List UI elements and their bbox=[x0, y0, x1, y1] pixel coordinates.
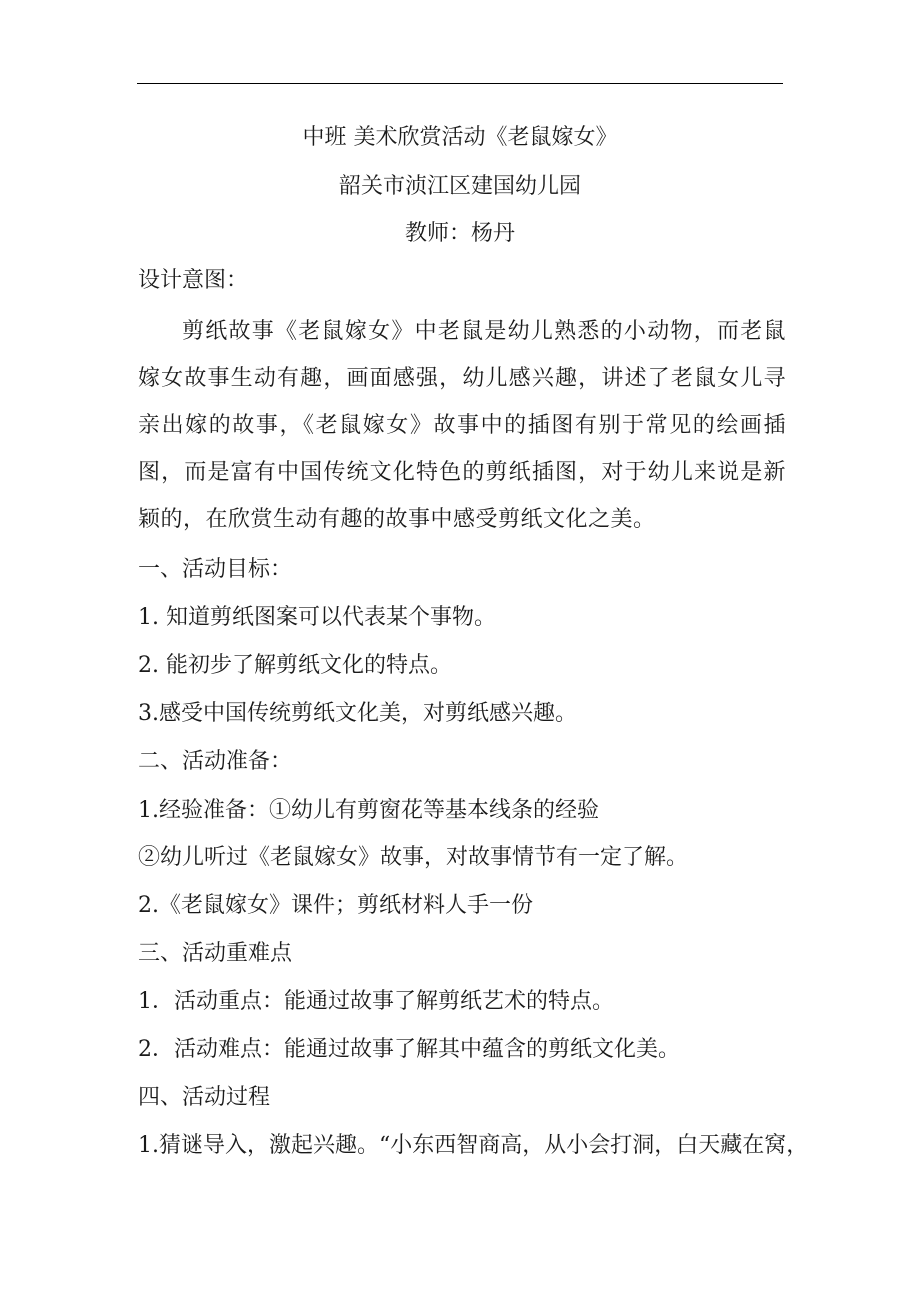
goal-item-2: 2. 能初步了解剪纸文化的特点。 bbox=[138, 653, 452, 678]
preparation-item-3: 2.《老鼠嫁女》课件；剪纸材料人手一份 bbox=[138, 893, 533, 918]
keypoints-heading: 三、活动重难点 bbox=[138, 941, 293, 966]
process-item-1: 1.猜谜导入，激起兴趣。“小东西智商高，从小会打洞，白天藏在窝， bbox=[138, 1133, 809, 1158]
teacher-name: 教师：杨丹 bbox=[404, 221, 515, 246]
document-title: 中班 美术欣赏活动《老鼠嫁女》 bbox=[302, 125, 618, 150]
header-rule bbox=[137, 83, 783, 84]
goals-heading: 一、活动目标： bbox=[138, 557, 293, 582]
keypoint-item-2: 2．活动难点：能通过故事了解其中蕴含的剪纸文化美。 bbox=[138, 1037, 680, 1062]
intent-heading: 设计意图： bbox=[138, 268, 249, 293]
preparation-heading: 二、活动准备： bbox=[138, 749, 293, 774]
goal-item-1: 1. 知道剪纸图案可以代表某个事物。 bbox=[138, 605, 496, 630]
process-heading: 四、活动过程 bbox=[138, 1085, 271, 1110]
intent-paragraph: 剪纸故事《老鼠嫁女》中老鼠是幼儿熟悉的小动物，而老鼠嫁女故事生动有趣，画面感强，幼儿感兴趣，讲述了老鼠女儿寻亲出嫁的故事，《老鼠嫁女》故事中的插图有别于常见的绘画插图，而是富有中国传统文化特色的剪纸插图，对于幼儿来说是新颖的，在欣赏生动有趣的故事中感受剪纸文化之美。 bbox=[138, 319, 786, 532]
preparation-item-1: 1.经验准备：①幼儿有剪窗花等基本线条的经验 bbox=[138, 798, 599, 823]
goal-item-3: 3.感受中国传统剪纸文化美，对剪纸感兴趣。 bbox=[138, 701, 577, 726]
school-name: 韶关市浈江区建国幼儿园 bbox=[338, 174, 581, 199]
keypoint-item-1: 1．活动重点：能通过故事了解剪纸艺术的特点。 bbox=[138, 989, 614, 1014]
preparation-item-2: ②幼儿听过《老鼠嫁女》故事，对故事情节有一定了解。 bbox=[138, 845, 689, 870]
